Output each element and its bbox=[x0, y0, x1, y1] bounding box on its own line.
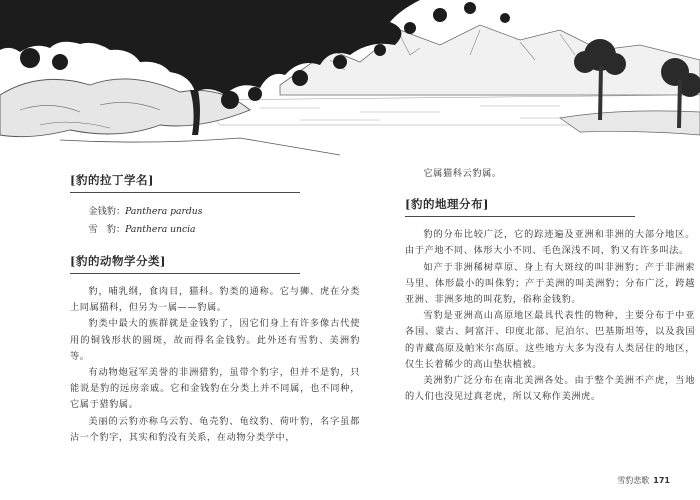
latin-name-label: 雪 豹： bbox=[88, 224, 126, 235]
running-title: 雪豹悲歌 bbox=[617, 476, 650, 485]
latin-name-row bbox=[70, 221, 360, 239]
body-paragraph: 豹的分布比较广泛，它的踪迹遍及亚洲和非洲的大部分地区。由于产地不同、体形大小不同、毛色深浅不同，豹又有许多叫法。 bbox=[405, 229, 695, 257]
body-paragraph: 美洲豹广泛分布在南北美洲各处。由于整个美洲不产虎，当地的人们也没见过真老虎，所以又称作美洲虎。 bbox=[405, 375, 695, 403]
right-column bbox=[405, 160, 695, 405]
body-paragraph: 有动物炮冠军美誉的非洲猎豹，虽带个豹字，但并不是豹，只能说是豹的远房亲戚。它和金钱豹在分类上并不同属，也不同种，它属于猎豹属。 bbox=[70, 367, 360, 411]
latin-name-value: Panthera uncia bbox=[125, 224, 196, 235]
latin-name-value: Panthera pardus bbox=[125, 206, 203, 217]
continuation-text: 它属猫科云豹属。 bbox=[423, 168, 502, 179]
landscape-illustration bbox=[0, 0, 700, 160]
distribution-heading: [豹的地理分布] bbox=[405, 197, 489, 212]
body-paragraph: 如产于非洲稀树草原、身上有大斑纹的叫非洲豹；产于非洲索马里、体形最小的叫侏豹；产于美洲的叫美洲豹；分布广泛，跨越亚洲、非洲多地的叫花豹，俗称金钱豹。 bbox=[405, 261, 695, 306]
body-paragraph: 美丽的云豹亦称乌云豹、龟壳豹、龟纹豹、荷叶豹，名字虽都沾一个豹字，其实和豹没有关系，在动物分类学中， bbox=[70, 415, 360, 443]
latin-name-row bbox=[70, 203, 360, 221]
page-number: 171 bbox=[653, 476, 670, 485]
body-paragraph: 雪豹是亚洲高山高原地区最具代表性的物种，主要分布于中亚各国、蒙古、阿富汗、印度北部、尼泊尔、巴基斯坦等，以及我国的青藏高原及帕米尔高原。这些地方大多为没有人类居住的地区，仅生长着稀少的高山垫状植被。 bbox=[405, 310, 695, 370]
body-paragraph: 豹类中最大的族群就是金钱豹了，因它们身上有许多像古代使用的铜钱形状的圆斑，故而得名金钱豹。此外还有雪豹、美洲豹等。 bbox=[70, 318, 360, 362]
body-paragraph: 豹，哺乳纲，食肉目，猫科。豹类的通称。它与狮、虎在分类上同属猫科，但另为一属——豹属。 bbox=[70, 286, 360, 314]
taxonomy-heading: [豹的动物学分类] bbox=[70, 254, 166, 268]
left-column bbox=[70, 160, 360, 446]
page-footer bbox=[617, 475, 670, 486]
latin-name-heading: [豹的拉丁学名] bbox=[70, 173, 154, 187]
latin-name-label: 金钱豹： bbox=[88, 206, 126, 217]
